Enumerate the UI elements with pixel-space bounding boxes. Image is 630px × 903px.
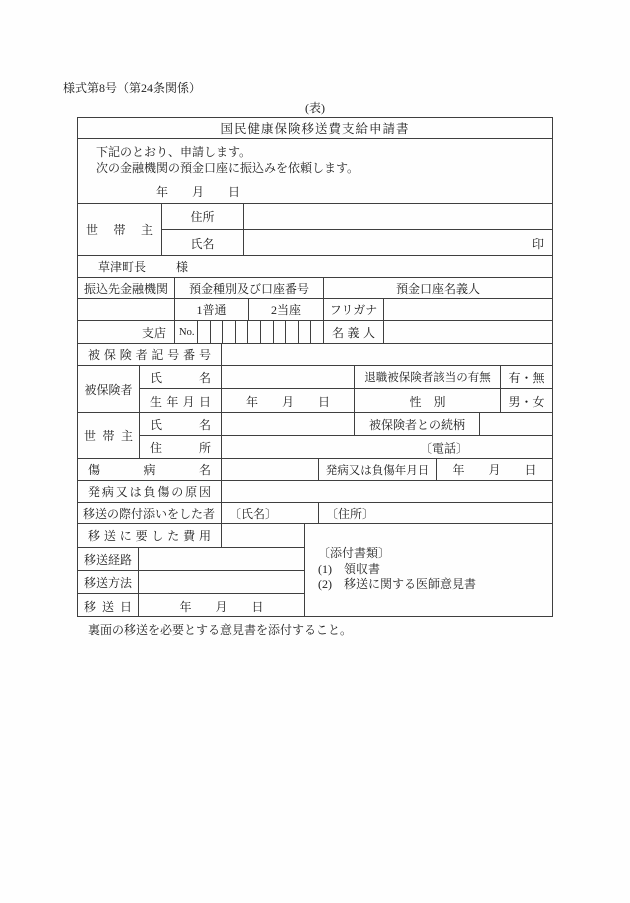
insured-number-row xyxy=(78,344,552,366)
cost-field xyxy=(221,524,304,547)
addressee-row xyxy=(78,256,552,278)
onset-date: 年 月 日 xyxy=(452,463,537,477)
furigana-label: フリガナ xyxy=(329,303,378,317)
householder2-name-label: 氏名 xyxy=(150,417,211,432)
relation-label: 被保険者との続柄 xyxy=(368,417,465,432)
holder-name-label: 名義人 xyxy=(332,325,375,340)
bank-dest-label-cell xyxy=(78,278,174,298)
footer-note: 裏面の移送を必要とする意見書を添付すること。 xyxy=(88,623,353,637)
address-label: 住所 xyxy=(190,210,215,224)
cause-row xyxy=(78,481,552,503)
account-type-label: 預金種別及び口座番号 xyxy=(188,281,309,296)
transfer-date-label-cell xyxy=(78,594,138,617)
holder-name-label-cell xyxy=(323,321,383,343)
householder2-block xyxy=(78,413,552,459)
holder-name-field xyxy=(383,321,552,343)
intro-box xyxy=(78,139,552,203)
illness-label: 傷病名 xyxy=(88,463,211,477)
method-label: 移送方法 xyxy=(84,575,133,590)
bank-header-row xyxy=(78,278,552,299)
householder-name-field xyxy=(244,230,552,256)
mayor-name: 草津町長 xyxy=(98,260,147,274)
form-title xyxy=(78,118,552,138)
illness-row xyxy=(78,459,552,481)
account-digit-box xyxy=(247,321,260,343)
householder-top-block xyxy=(78,204,552,256)
method-label-cell xyxy=(78,571,138,593)
application-date-line: 年 月 日 xyxy=(156,185,241,199)
attendant-name-cell xyxy=(221,503,318,523)
insured-label: 被保険者 xyxy=(84,382,133,397)
cause-label-cell xyxy=(78,481,221,502)
cost-label: 移送に要した費用 xyxy=(88,529,211,543)
insured-block xyxy=(78,366,552,413)
furigana-label-cell xyxy=(323,299,383,320)
form-title-row xyxy=(78,118,552,139)
form-title-text: 国民健康保険移送費支給申請書 xyxy=(220,122,410,136)
method-field xyxy=(138,571,304,593)
relation-field xyxy=(479,413,552,435)
account-type-ordinary-cell xyxy=(174,299,248,320)
furigana-field xyxy=(383,299,552,320)
account-holder-header: 預金口座名義人 xyxy=(395,281,480,296)
bank-name-field xyxy=(78,299,174,320)
application-form-table xyxy=(77,117,553,617)
insured-number-label-cell xyxy=(78,344,221,365)
account-holder-header-cell xyxy=(323,278,552,298)
onset-label: 発病又は負傷年月日 xyxy=(325,464,430,477)
name-label: 氏名 xyxy=(190,236,215,251)
insured-birth-date: 年 月 日 xyxy=(245,394,330,409)
attachments-item-1: (1) 領収書 xyxy=(318,561,380,576)
transfer-date-label: 移送日 xyxy=(84,599,132,614)
householder-top-label: 世帯主 xyxy=(86,223,153,237)
bank-branch-row xyxy=(78,321,552,344)
cause-field xyxy=(221,481,552,502)
householder2-address-label: 住所 xyxy=(150,441,211,455)
retired-label-cell xyxy=(354,366,500,388)
sex-options: 男・女 xyxy=(508,394,545,409)
name-label-cell xyxy=(162,230,243,256)
transfer-date-cell xyxy=(138,594,304,617)
householder-top-label-cell xyxy=(78,204,161,255)
account-digit-box xyxy=(222,321,235,343)
account-digit-box xyxy=(310,321,323,343)
attachments-title: 〔添付書類〕 xyxy=(318,546,391,560)
insured-number-label: 被保険者記号番号 xyxy=(88,348,211,362)
route-label: 移送経路 xyxy=(84,552,133,567)
intro-section xyxy=(78,139,552,204)
insured-birth-field xyxy=(222,389,354,413)
attendant-label: 移送の際付添いをした者 xyxy=(83,506,216,521)
sex-label-cell xyxy=(354,389,500,413)
route-field xyxy=(138,548,304,570)
illness-name-field xyxy=(221,459,318,480)
side-label: (表) xyxy=(305,101,325,115)
account-no-label: No. xyxy=(179,326,195,338)
insured-label-cell xyxy=(78,366,139,412)
bank-type-row xyxy=(78,299,552,321)
intro-line-1: 下記のとおり、申請します。 xyxy=(96,145,252,159)
insured-birth-label-cell xyxy=(140,389,221,413)
account-type-current-cell xyxy=(248,299,323,320)
retired-label: 退職被保険者該当の有無 xyxy=(364,372,491,384)
intro-line-2: 次の金融機関の預金口座に振込みを依頼します。 xyxy=(96,161,360,175)
sex-options-cell xyxy=(500,389,552,413)
insured-name-field xyxy=(222,366,354,388)
transport-block xyxy=(78,524,552,617)
insured-sublabels xyxy=(139,366,221,412)
householder2-address-label-cell xyxy=(140,436,221,459)
retired-options: 有・無 xyxy=(508,370,545,385)
relation-label-cell xyxy=(354,413,479,435)
householder2-name-label-cell xyxy=(140,413,221,435)
account-type-ordinary: 1普通 xyxy=(196,303,227,317)
honorific: 様 xyxy=(176,260,189,274)
attendant-address-label: 〔住所〕 xyxy=(326,506,375,521)
account-digit-box xyxy=(235,321,248,343)
householder-top-values xyxy=(243,204,552,255)
householder2-label: 世帯主 xyxy=(84,429,133,443)
attendant-name-label: 〔氏名〕 xyxy=(229,506,278,521)
account-digit-box xyxy=(210,321,223,343)
householder2-label-cell xyxy=(78,413,139,458)
transport-left-col xyxy=(78,524,304,617)
householder-top-sublabels xyxy=(161,204,243,255)
insured-birth-label: 生年月日 xyxy=(150,394,211,409)
account-digit-boxes xyxy=(197,321,323,343)
householder2-values xyxy=(221,413,552,458)
retired-options-cell xyxy=(500,366,552,388)
attendant-address-cell xyxy=(318,503,552,523)
branch-label-cell xyxy=(78,321,174,343)
onset-date-cell xyxy=(436,459,552,480)
bank-dest-label: 振込先金融機関 xyxy=(83,281,168,296)
insured-number-field xyxy=(221,344,552,365)
account-digit-box xyxy=(298,321,311,343)
addressee-cell xyxy=(78,256,552,277)
seal-mark: 印 xyxy=(531,236,544,251)
account-digit-box xyxy=(285,321,298,343)
insured-values xyxy=(221,366,552,412)
attendant-row xyxy=(78,503,552,524)
cause-label: 発病又は負傷の原因 xyxy=(88,485,211,499)
sex-label: 性 別 xyxy=(409,394,446,409)
route-label-cell xyxy=(78,548,138,570)
branch-label: 支店 xyxy=(141,325,166,340)
transfer-date-value: 年 月 日 xyxy=(179,599,264,614)
householder2-name-field xyxy=(222,413,354,435)
account-digit-box xyxy=(273,321,286,343)
insured-name-label: 氏名 xyxy=(150,370,211,385)
account-digit-box xyxy=(197,321,210,343)
illness-label-cell xyxy=(78,459,221,480)
cost-label-cell xyxy=(78,524,221,547)
address-label-cell xyxy=(162,204,243,229)
form-number: 様式第8号（第24条関係） xyxy=(63,81,202,95)
account-digit-box xyxy=(260,321,273,343)
account-type-label-cell xyxy=(174,278,323,298)
householder2-address-field xyxy=(222,436,552,459)
attendant-label-cell xyxy=(78,503,221,523)
account-number-cell xyxy=(174,321,323,343)
attachments-cell xyxy=(304,524,552,617)
onset-label-cell xyxy=(318,459,436,480)
householder-address-field xyxy=(244,204,552,229)
account-type-current: 2当座 xyxy=(270,303,301,317)
phone-label: 〔電話〕 xyxy=(420,441,469,455)
householder2-sublabels xyxy=(139,413,221,458)
attachments-item-2: (2) 移送に関する医師意見書 xyxy=(318,577,476,591)
insured-name-label-cell xyxy=(140,366,221,388)
